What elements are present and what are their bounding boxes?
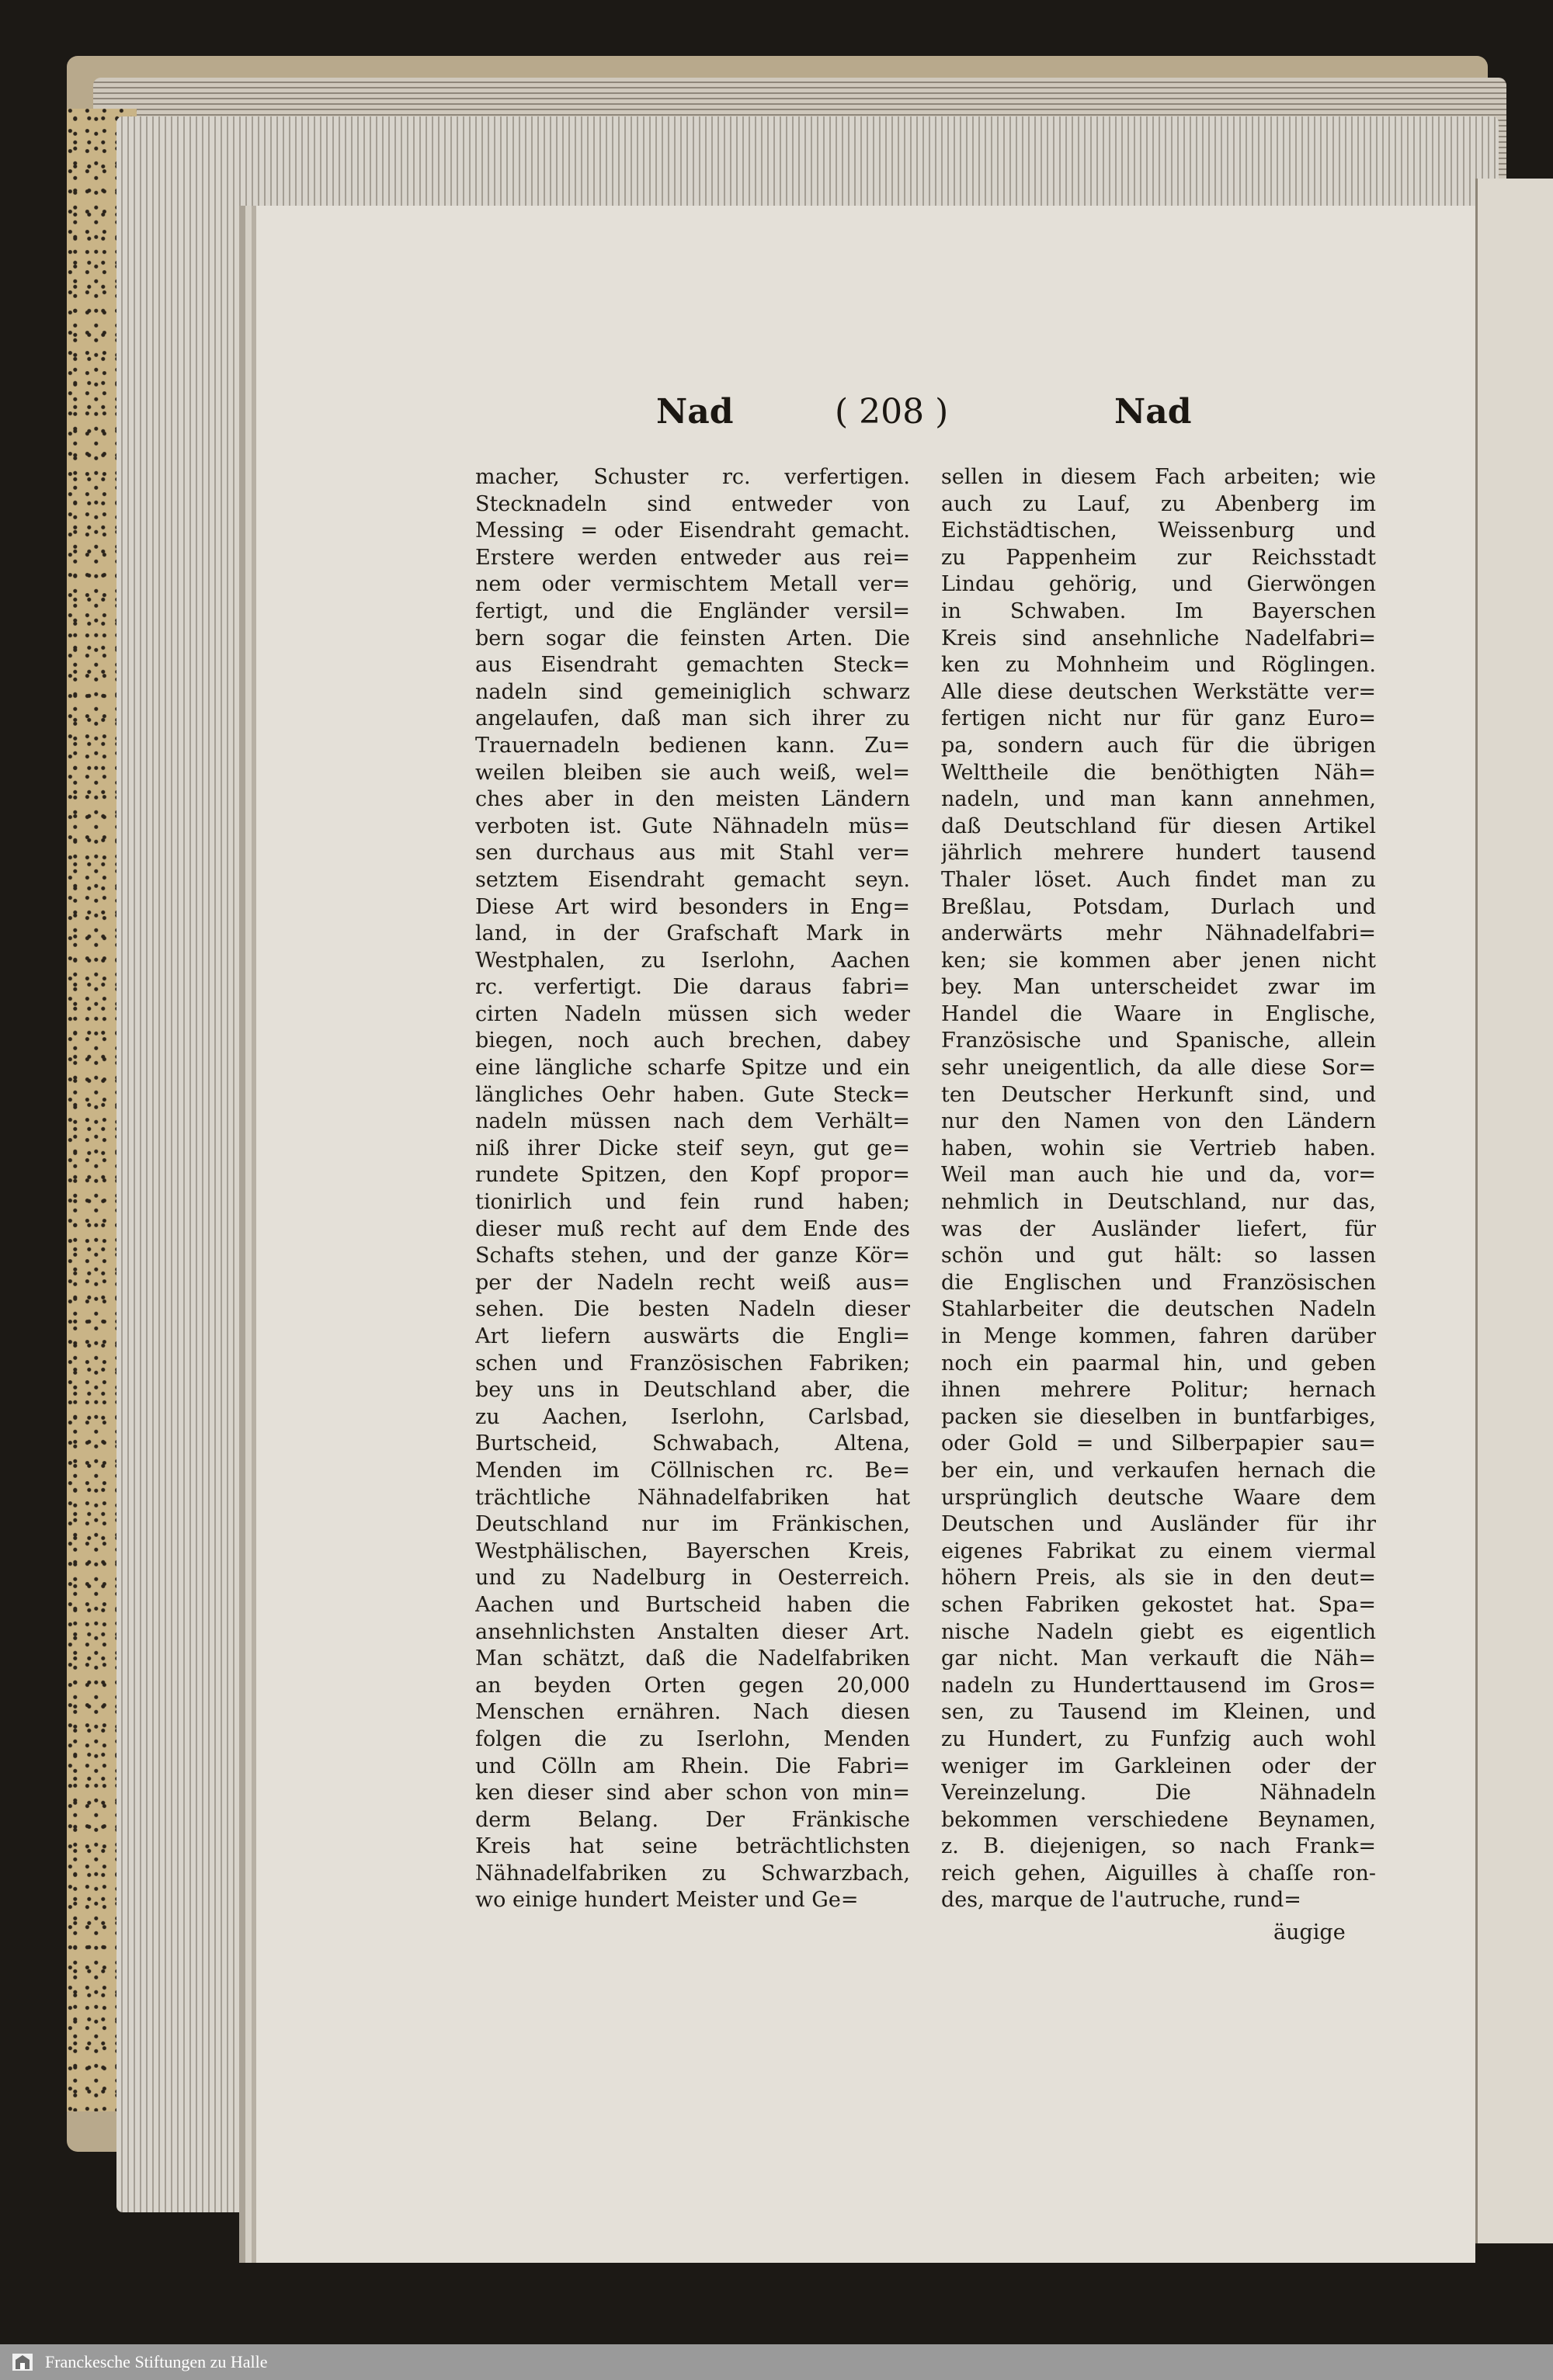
text-line: jährlich mehrere hundert tausend — [941, 841, 1376, 866]
text-line: was der Ausländer liefert, für — [941, 1216, 1376, 1241]
text-line: Art liefern auswärts die Engli= — [475, 1324, 910, 1348]
text-line: bey. Man unterscheidet zwar im — [941, 975, 1376, 1000]
text-line: ken; sie kommen aber jenen nicht — [941, 948, 1376, 973]
text-line: und zu Nadelburg in Oesterreich. — [475, 1566, 910, 1591]
text-line: derm Belang. Der Fränkische — [475, 1807, 910, 1832]
text-line: nadeln, und man kann annehmen, — [941, 787, 1376, 812]
text-line: gar nicht. Man verkauft die Näh= — [941, 1646, 1376, 1671]
text-line: noch ein paarmal hin, und geben — [941, 1351, 1376, 1376]
text-line: Handel die Waare in Englische, — [941, 1001, 1376, 1026]
text-line: auch zu Lauf, zu Abenberg im — [941, 491, 1376, 516]
text-line: ansehnlichsten Anstalten dieser Art. — [475, 1619, 910, 1644]
text-line: in Menge kommen, fahren darüber — [941, 1324, 1376, 1348]
text-line: ihnen mehrere Politur; hernach — [941, 1378, 1376, 1403]
text-line: biegen, noch auch brechen, dabey — [475, 1029, 910, 1053]
text-line: Diese Art wird besonders in Eng= — [475, 894, 910, 919]
text-line: verboten ist. Gute Nähnadeln müs= — [475, 814, 910, 838]
text-line: nadeln sind gemeiniglich schwarz — [475, 679, 910, 704]
institution-logo-icon — [9, 2349, 36, 2375]
text-line: höhern Preis, als sie in den deut= — [941, 1566, 1376, 1591]
text-line: eine längliche scharfe Spitze und ein — [475, 1056, 910, 1081]
text-line: Kreis sind ansehnliche Nadelfabri= — [941, 626, 1376, 651]
text-line: dieser muß recht auf dem Ende des — [475, 1216, 910, 1241]
text-line: sen durchaus aus mit Stahl ver= — [475, 841, 910, 866]
page-number: ( 208 ) — [835, 392, 949, 432]
text-line: bern sogar die feinsten Arten. Die — [475, 626, 910, 651]
text-line: pa, sondern auch für die übrigen — [941, 733, 1376, 758]
text-line: schen Fabriken gekostet hat. Spa= — [941, 1592, 1376, 1617]
text-line: ches aber in den meisten Ländern — [475, 787, 910, 812]
text-line: niß ihrer Dicke steif seyn, gut ge= — [475, 1136, 910, 1161]
header-left-word: Nad — [656, 392, 734, 432]
text-line: haben, wohin sie Vertrieb haben. — [941, 1136, 1376, 1161]
text-line: Erstere werden entweder aus rei= — [475, 545, 910, 570]
text-line: eigenes Fabrikat zu einem viermal — [941, 1539, 1376, 1563]
text-line: Alle diese deutschen Werkstätte ver= — [941, 679, 1376, 704]
text-line: trächtliche Nähnadelfabriken hat — [475, 1485, 910, 1510]
text-line: Burtscheid, Schwabach, Altena, — [475, 1431, 910, 1456]
text-line: ken dieser sind aber schon von min= — [475, 1781, 910, 1806]
text-line: Vereinzelung. Die Nähnadeln — [941, 1781, 1376, 1806]
text-line: folgen die zu Iserlohn, Menden — [475, 1726, 910, 1751]
text-line: Thaler löset. Auch findet man zu — [941, 867, 1376, 892]
text-line: Deutschen und Ausländer für ihr — [941, 1512, 1376, 1537]
text-line: nem oder vermischtem Metall ver= — [475, 572, 910, 597]
text-line: ursprünglich deutsche Waare dem — [941, 1485, 1376, 1510]
text-line: Welttheile die benöthigten Näh= — [941, 760, 1376, 785]
text-line: ken zu Mohnheim und Röglingen. — [941, 653, 1376, 678]
text-line: Lindau gehörig, und Gierwöngen — [941, 572, 1376, 597]
text-line: z. B. diejenigen, so nach Frank= — [941, 1834, 1376, 1859]
text-line: aus Eisendraht gemachten Steck= — [475, 653, 910, 678]
text-line: angelaufen, daß man sich ihrer zu — [475, 706, 910, 731]
text-line: Westphälischen, Bayerschen Kreis, — [475, 1539, 910, 1563]
text-line: fertigt, und die Engländer versil= — [475, 598, 910, 623]
catchword: äugige — [1273, 1920, 1346, 1945]
text-line: Westphalen, zu Iserlohn, Aachen — [475, 948, 910, 973]
text-line: cirten Nadeln müssen sich weder — [475, 1001, 910, 1026]
text-line: sehen. Die besten Nadeln dieser — [475, 1297, 910, 1322]
text-line: Man schätzt, daß die Nadelfabriken — [475, 1646, 910, 1671]
text-line: längliches Oehr haben. Gute Steck= — [475, 1082, 910, 1107]
text-line: macher, Schuster rc. verfertigen. — [475, 465, 910, 489]
text-line: fertigen nicht nur für ganz Euro= — [941, 706, 1376, 731]
text-line: weilen bleiben sie auch weiß, wel= — [475, 760, 910, 785]
text-line: Menschen ernähren. Nach diesen — [475, 1700, 910, 1725]
text-line: bekommen verschiedene Beynamen, — [941, 1807, 1376, 1832]
text-line: Stecknadeln sind entweder von — [475, 491, 910, 516]
text-line: Kreis hat seine beträchtlichsten — [475, 1834, 910, 1859]
text-line: nadeln müssen nach dem Verhält= — [475, 1109, 910, 1134]
text-line: an beyden Orten gegen 20,000 — [475, 1673, 910, 1698]
text-line: Messing = oder Eisendraht gemacht. — [475, 519, 910, 543]
text-line: rundete Spitzen, den Kopf propor= — [475, 1163, 910, 1188]
text-line: Weil man auch hie und da, vor= — [941, 1163, 1376, 1188]
text-line: Aachen und Burtscheid haben die — [475, 1592, 910, 1617]
text-line: Deutschland nur im Fränkischen, — [475, 1512, 910, 1537]
text-line: tionirlich und fein rund haben; — [475, 1190, 910, 1215]
text-line: in Schwaben. Im Bayerschen — [941, 598, 1376, 623]
text-line: sehr uneigentlich, da alle diese Sor= — [941, 1056, 1376, 1081]
text-line: daß Deutschland für diesen Artikel — [941, 814, 1376, 838]
text-line: Nähnadelfabriken zu Schwarzbach, — [475, 1861, 910, 1886]
text-line: und Cölln am Rhein. Die Fabri= — [475, 1754, 910, 1778]
text-line: land, in der Grafschaft Mark in — [475, 921, 910, 946]
running-header — [656, 392, 1371, 439]
left-text-column — [475, 464, 910, 1914]
text-line: schön und gut hält: so lassen — [941, 1244, 1376, 1268]
footer-institution: Franckesche Stiftungen zu Halle — [45, 2352, 268, 2371]
text-line: per der Nadeln recht weiß aus= — [475, 1270, 910, 1295]
text-line: wo einige hundert Meister und Ge= — [475, 1888, 859, 1913]
text-line: ber ein, und verkaufen hernach die — [941, 1458, 1376, 1483]
text-line: Menden im Cöllnischen rc. Be= — [475, 1458, 910, 1483]
text-line: des, marque de l'autruche, rund= — [941, 1888, 1301, 1913]
text-line: nur den Namen von den Ländern — [941, 1109, 1376, 1134]
text-line: weniger im Garkleinen oder der — [941, 1754, 1376, 1778]
text-line: Schafts stehen, und der ganze Kör= — [475, 1244, 910, 1268]
text-line: Stahlarbeiter die deutschen Nadeln — [941, 1297, 1376, 1322]
text-line: Eichstädtischen, Weissenburg und — [941, 519, 1376, 543]
text-line: sen, zu Tausend im Kleinen, und — [941, 1700, 1376, 1725]
text-line: zu Aachen, Iserlohn, Carlsbad, — [475, 1404, 910, 1429]
text-line: Breßlau, Potsdam, Durlach und — [941, 894, 1376, 919]
text-line: reich gehen, Aiguilles à chaſſe ron- — [941, 1861, 1376, 1886]
text-line: zu Hundert, zu Funfzig auch wohl — [941, 1726, 1376, 1751]
text-line: oder Gold = und Silberpapier sau= — [941, 1431, 1376, 1456]
facing-page-edge — [1475, 179, 1553, 2243]
text-line: nadeln zu Hunderttausend im Gros= — [941, 1673, 1376, 1698]
text-line: sellen in diesem Fach arbeiten; wie — [941, 465, 1376, 489]
text-line: anderwärts mehr Nähnadelfabri= — [941, 921, 1376, 946]
text-line: ten Deutscher Herkunft sind, und — [941, 1082, 1376, 1107]
text-line: schen und Französischen Fabriken; — [475, 1351, 910, 1376]
right-text-column — [941, 464, 1376, 1914]
text-line: Französische und Spanische, allein — [941, 1029, 1376, 1053]
text-line: die Englischen und Französischen — [941, 1270, 1376, 1295]
header-right-word: Nad — [1114, 392, 1192, 432]
text-line: packen sie dieselben in buntfarbiges, — [941, 1404, 1376, 1429]
text-line: nische Nadeln giebt es eigentlich — [941, 1619, 1376, 1644]
text-line: zu Pappenheim zur Reichsstadt — [941, 545, 1376, 570]
text-line: setztem Eisendraht gemacht seyn. — [475, 867, 910, 892]
text-line: Trauernadeln bedienen kann. Zu= — [475, 733, 910, 758]
text-line: rc. verfertigt. Die daraus fabri= — [475, 975, 910, 1000]
text-line: bey uns in Deutschland aber, die — [475, 1378, 910, 1403]
text-line: nehmlich in Deutschland, nur das, — [941, 1190, 1376, 1215]
